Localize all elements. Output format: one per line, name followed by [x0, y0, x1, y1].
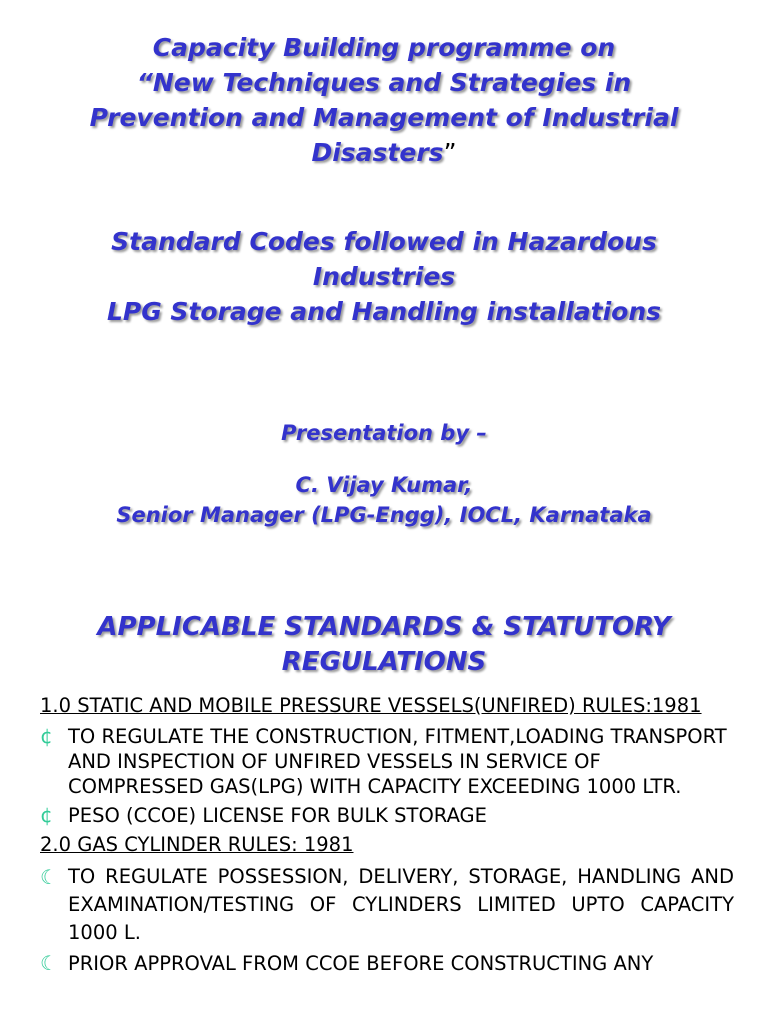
crescent-bullet-icon: ☾ [40, 865, 58, 889]
subtitle-line-3: LPG Storage and Handling installations [106, 297, 662, 326]
presenter-block [0, 418, 768, 530]
section-heading-line-1: APPLICABLE STANDARDS & STATUTORY [97, 612, 671, 642]
presentation-subtitle [0, 224, 768, 329]
cent-bullet-icon: ¢ [40, 724, 53, 748]
rules-content [40, 693, 734, 976]
rule-2-point-1-text: TO REGULATE POSSESSION, DELIVERY, STORAGE, HANDLING AND EXAMINATION/TESTING OF CYLINDERS LIMITED UPTO CAPACITY 1000 L. [68, 865, 734, 944]
rule-1-heading: 1.0 STATIC AND MOBILE PRESSURE VESSELS(UNFIRED) RULES:1981 [40, 694, 702, 717]
presenter-role: Senior Manager (LPG-Engg), IOCL, Karnataka [116, 503, 652, 527]
programme-title-line-4-main: Disasters [311, 138, 444, 167]
presenter-name: C. Vijay Kumar, [295, 473, 473, 497]
subtitle-line-2: Industries [312, 262, 456, 291]
programme-title-line-2: “New Techniques and Strategies in [136, 68, 632, 97]
rule-2-point-2 [40, 951, 734, 976]
programme-title-line-1: Capacity Building programme on [152, 33, 616, 62]
programme-title [0, 30, 768, 170]
rule-2-point-2-text: PRIOR APPROVAL FROM CCOE BEFORE CONSTRUCTING ANY [68, 952, 654, 975]
section-heading [0, 610, 768, 680]
subtitle-line-1: Standard Codes followed in Hazardous [111, 227, 657, 256]
crescent-bullet-icon: ☾ [40, 951, 58, 975]
rule-1-point-2-text: PESO (CCOE) LICENSE FOR BULK STORAGE [68, 804, 487, 827]
rule-2-point-1 [40, 863, 734, 947]
rule-1-point-1-text: TO REGULATE THE CONSTRUCTION, FITMENT,LOADING TRANSPORT AND INSPECTION OF UNFIRED VESSELS IN SERVICE OF COMPRESSED GAS(LPG) WITH CAPACITY EXCEEDING 1000 LTR. [68, 725, 727, 798]
rule-2-heading: 2.0 GAS CYLINDER RULES: 1981 [40, 833, 354, 856]
cent-bullet-icon: ¢ [40, 803, 53, 827]
rule-1-point-1 [40, 724, 734, 799]
section-heading-line-2: REGULATIONS [281, 647, 487, 677]
programme-title-line-4 [0, 135, 768, 170]
rule-1-point-2 [40, 803, 734, 828]
presenter-intro: Presentation by – [281, 421, 487, 445]
programme-title-line-3: Prevention and Management of Industrial [89, 103, 679, 132]
programme-title-closing-quote: ” [443, 138, 457, 167]
presenter-spacer [0, 448, 768, 470]
